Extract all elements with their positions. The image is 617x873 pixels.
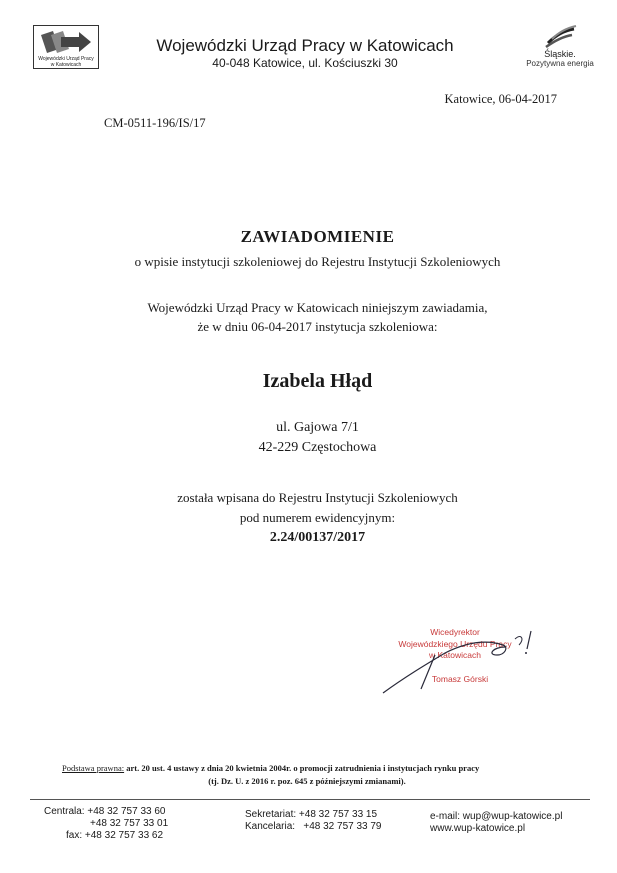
registration-line-1: została wpisana do Rejestru Instytucji Szkoleniowych [177,490,458,505]
registration-number: 2.24/00137/2017 [269,530,366,545]
footer-email: e-mail: wup@wup-katowice.pl [430,811,563,822]
organization-name: Wojewódzki Urząd Pracy w Katowicach [156,36,454,55]
stamp-city: w Katowicach [429,650,481,660]
legal-basis-text: art. 20 ust. 4 ustawy z dnia 20 kwietnia 2004r. o promocji zatrudnienia i instytucjach rynku pracy [126,763,480,773]
footer-website: www.wup-katowice.pl [430,823,526,834]
organization-logo [33,25,99,69]
intro-line-2: że w dniu 06-04-2017 instytucja szkoleniowa: [197,319,438,334]
region-swoosh-icon [542,25,578,49]
legal-basis-citation: (tj. Dz. U. z 2016 r. poz. 645 z późniejszymi zmianami). [208,776,406,786]
stamp-title: Wicedyrektor [430,627,480,637]
registration-line-2: pod numerem ewidencyjnym: [239,510,396,525]
reference-number: CM-0511-196/IS/17 [104,116,206,130]
document-date: Katowice, 06-04-2017 [444,92,557,106]
footer-fax: fax: +48 32 757 33 62 [66,830,164,841]
stamp-office: Wojewódzkiego Urzędu Pracy [398,639,512,649]
region-logo-tagline: Pozytywna energia [526,59,594,68]
stamp-person: Tomasz Górski [431,674,489,684]
footer-office: Kancelaria: +48 32 757 33 79 [245,821,382,832]
footer-central-phone-2: +48 32 757 33 01 [90,818,169,829]
institution-street: ul. Gajowa 7/1 [276,420,359,435]
handwritten-signature [375,625,565,705]
footer-divider [30,799,590,800]
region-logo-name: Śląskie. [544,49,576,59]
footer-central-phone: Centrala: +48 32 757 33 60 [44,806,166,817]
arrow-logo-icon [39,29,93,55]
official-stamp [375,625,565,705]
region-logo [525,25,595,77]
logo-caption: Wojewódzki Urząd Pracy w Katowicach [38,56,94,68]
institution-city: 42-229 Częstochowa [258,440,377,455]
legal-basis [62,763,572,773]
document-title: ZAWIADOMIENIE [240,227,395,246]
institution-name: Izabela Hłąd [262,370,373,392]
document-subtitle: o wpisie instytucji szkoleniowej do Rejestru Instytucji Szkoleniowych [134,254,501,269]
footer-secretariat: Sekretariat: +48 32 757 33 15 [245,809,378,820]
organization-address: 40-048 Katowice, ul. Kościuszki 30 [212,56,398,70]
intro-line-1: Wojewódzki Urząd Pracy w Katowicach niniejszym zawiadamia, [147,300,488,315]
legal-basis-label: Podstawa prawna: [62,763,125,773]
